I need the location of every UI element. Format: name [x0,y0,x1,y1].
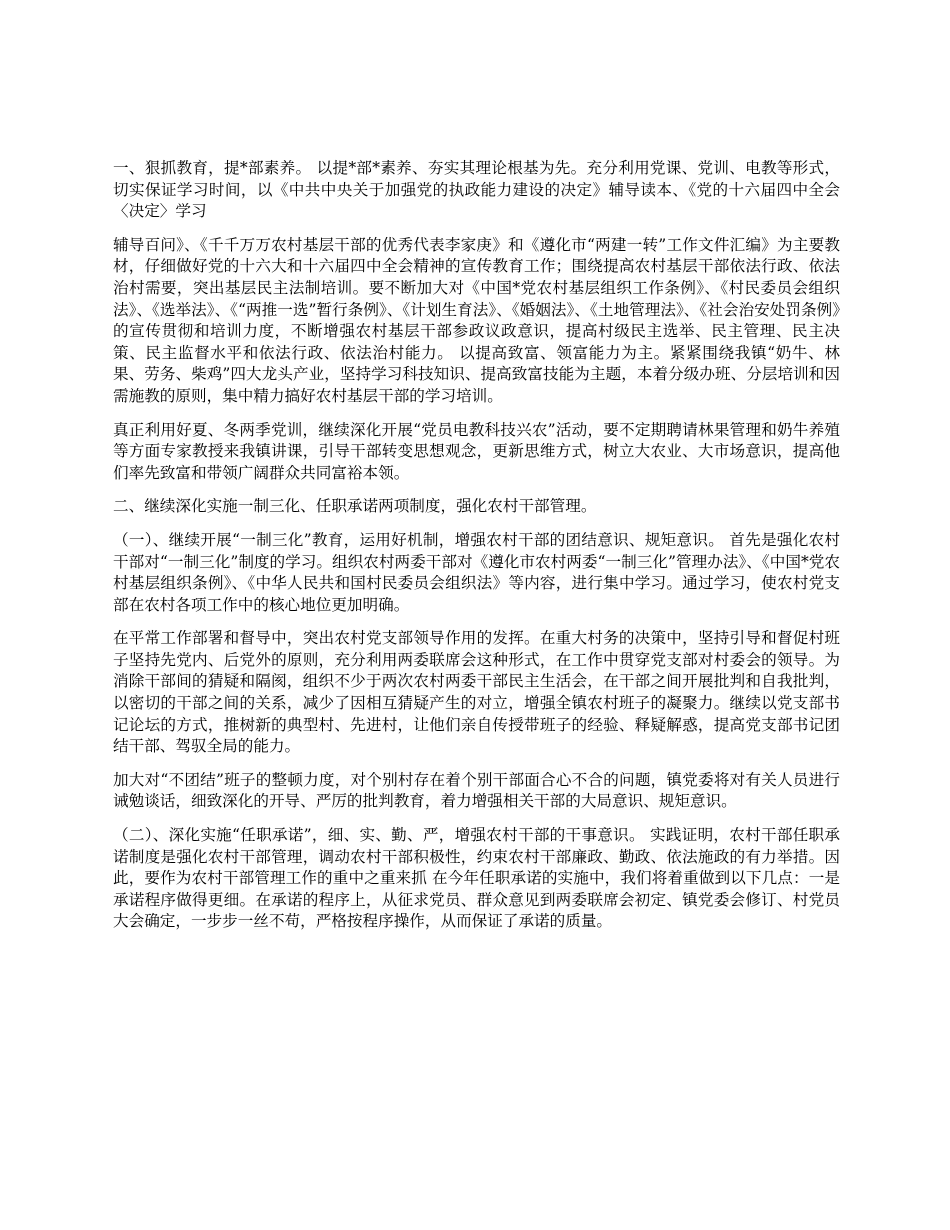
paragraph-7: 加大对“不团结”班子的整顿力度，对个别村存在着个别干部面合心不合的问题，镇党委将对有关人员进行诫勉谈话，细致深化的开导、严厉的批判教育，着力增强相关干部的大局意识、规矩意识。 [113,770,840,811]
paragraph-2: 辅导百问》、《千千万万农村基层干部的优秀代表李家庚》和《遵化市“两建一转”工作文件汇编》为主要教材，仔细做好党的十六大和十六届四中全会精神的宣传教育工作；围绕提高农村基层干部依法行政、依法治村需要，突出基层民主法制培训。要不断加大对《中国*党农村基层组织工作条例》、《村民委员会组织法》、《选举法》、《“两推一选”暂行条例》、《计划生育法》、《婚姻法》、《土地管理法》、《社会治安处罚条例》的宣传贯彻和培训力度，不断增强农村基层干部参政议政意识，提高村级民主选举、民主管理、民主决策、民主监督水平和依法行政、依法治村能力。 以提高致富、领富能力为主。紧紧围绕我镇“奶牛、林果、劳务、柴鸡”四大龙头产业，坚持学习科技知识、提高致富技能为主题，本着分级办班、分层培训和因需施教的原则，集中精力搞好农村基层干部的学习培训。 [113,235,840,405]
paragraph-8: （二）、深化实施“任职承诺”，细、实、勤、严，增强农村干部的干事意识。 实践证明，农村干部任职承诺制度是强化农村干部管理，调动农村干部积极性，约束农村干部廉政、勤政、依法施政的有力举措。因此，要作为农村干部管理工作的重中之重来抓 在今年任职承诺的实施中，我们将着重做到以下几点：一是承诺程序做得更细。在承诺的程序上，从征求党员、群众意见到两委联席会初定、镇党委会修订、村党员大会确定，一步步一丝不苟，严格按程序操作，从而保证了承诺的质量。 [113,826,840,931]
paragraph-6: 在平常工作部署和督导中，突出农村党支部领导作用的发挥。在重大村务的决策中，坚持引导和督促村班子坚持先党内、后党外的原则，充分利用两委联席会这种形式，在工作中贯穿党支部对村委会的领导。为消除干部间的猜疑和隔阂，组织不少于两次农村两委干部民主生活会，在干部之间开展批判和自我批判，以密切的干部之间的关系，减少了因相互猜疑产生的对立，增强全镇农村班子的凝聚力。继续以党支部书记论坛的方式，推树新的典型村、先进村，让他们亲自传授带班子的经验、释疑解惑，提高党支部书记团结干部、驾驭全局的能力。 [113,629,840,756]
paragraph-1: 一、狠抓教育，提*部素养。 以提*部*素养、夯实其理论根基为先。充分利用党课、党训、电教等形式，切实保证学习时间，以《中共中央关于加强党的执政能力建设的决定》辅导读本、《党的十六届四中全会〈决定〉学习 [113,159,840,221]
paragraph-5: （一）、继续开展“一制三化”教育，运用好机制，增强农村干部的团结意识、规矩意识。 首先是强化农村干部对“一制三化”制度的学习。组织农村两委干部对《遵化市农村两委“一制三化”管理办法》、《中国*党农村基层组织条例》、《中华人民共和国村民委员会组织法》等内容，进行集中学习。通过学习，使农村党支部在农村各项工作中的核心地位更加明确。 [113,530,840,614]
document-body [113,158,840,945]
section-heading-2: 二、继续深化实施一制三化、任职承诺两项制度，强化农村干部管理。 [113,497,597,516]
paragraph-3: 真正利用好夏、冬两季党训，继续深化开展“党员电教科技兴农”活动，要不定期聘请林果管理和奶牛养殖等方面专家教授来我镇讲课，引导干部转变思想观念，更新思维方式，树立大农业、大市场意识，提高他们率先致富和带领广阔群众共同富裕本领。 [113,420,840,482]
